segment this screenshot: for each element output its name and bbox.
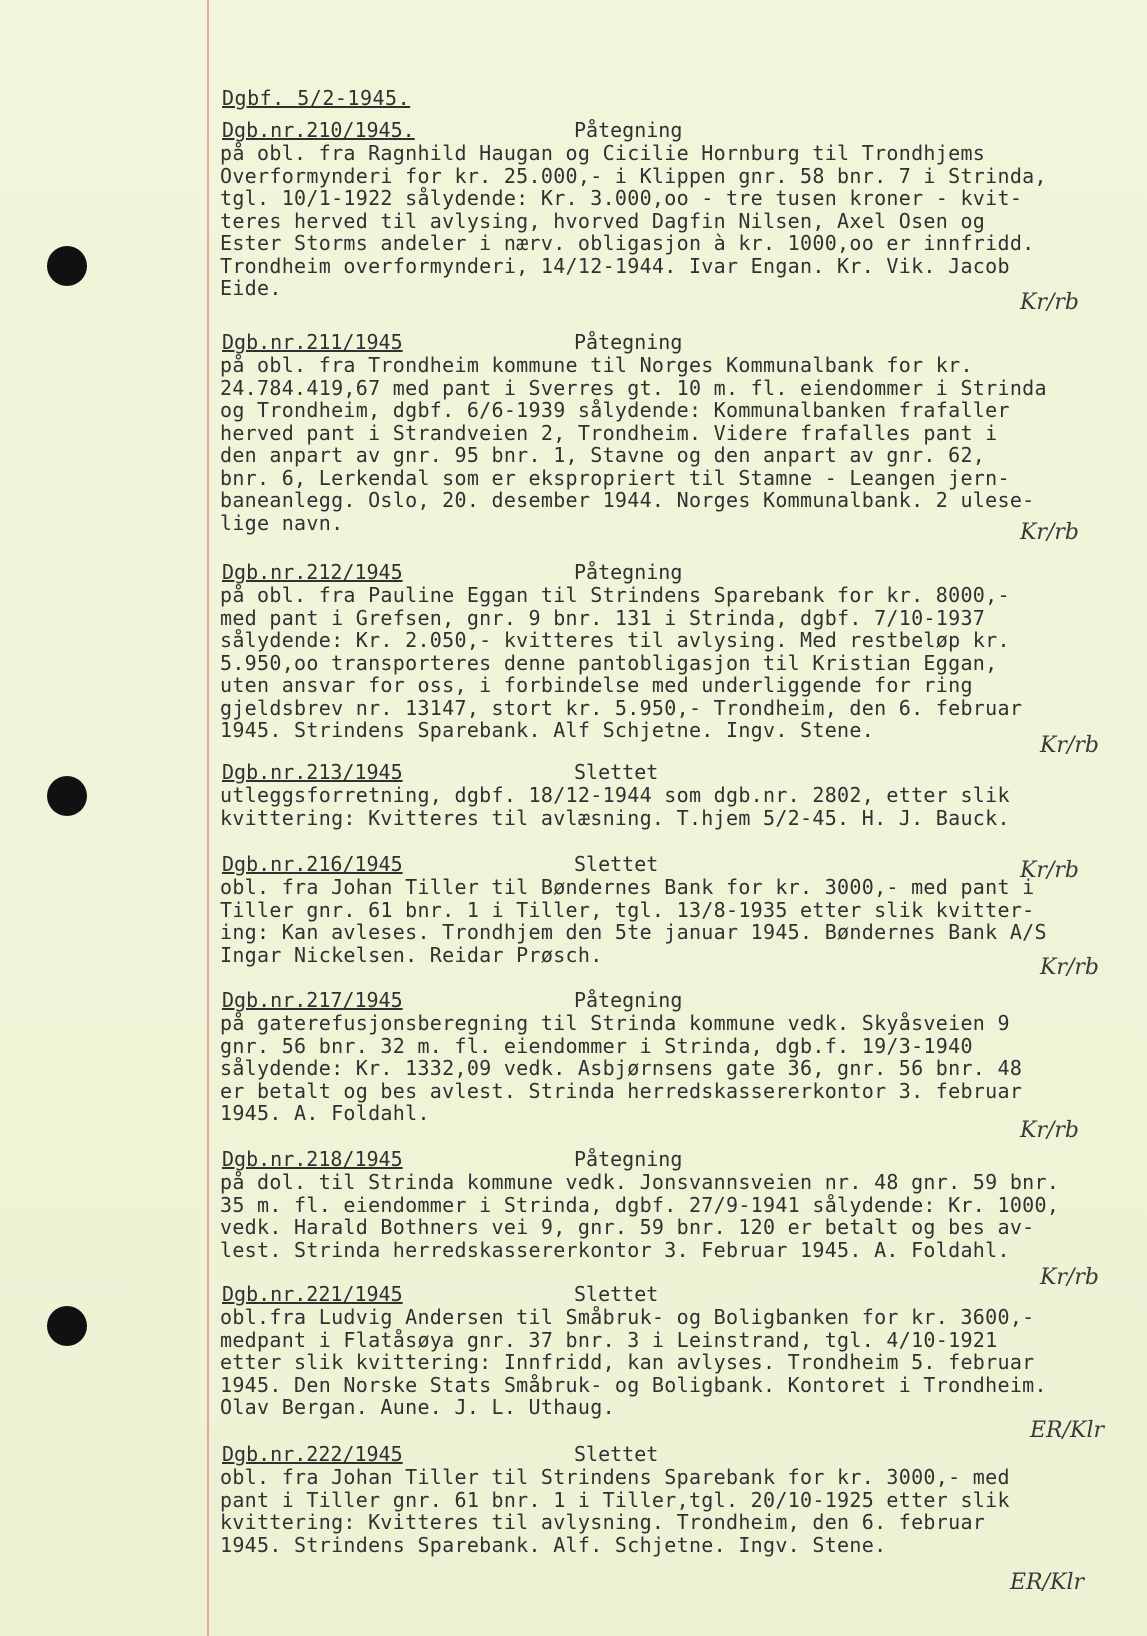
entry-line: baneanlegg. Oslo, 20. desember 1944. Norges Kommunalbank. 2 ulese- [220, 488, 1035, 512]
entry-line: 24.784.419,67 med pant i Sverres gt. 10 m. fl. eiendommer i Strinda [220, 375, 1047, 400]
entry-type: Påtegning [574, 988, 683, 1012]
entry-line: lige navn. [220, 510, 344, 535]
initials: Kr/rb [1020, 858, 1079, 883]
entry-line: er betalt og bes avlest. Strinda herredskassererkontor 3. februar [220, 1078, 1023, 1103]
entry [220, 118, 1130, 300]
initials: Kr/rb [1040, 733, 1099, 758]
initials: Kr/rb [1020, 290, 1079, 315]
entry-number: Dgb.nr.217/1945 [222, 988, 403, 1012]
entry-line: medpant i Flatåsøya gnr. 37 bnr. 3 i Leinstrand, tgl. 4/10-1921 [220, 1327, 998, 1352]
entry-line: pant i Tiller gnr. 61 bnr. 1 i Tiller,tgl. 20/10-1925 etter slik [220, 1487, 1010, 1512]
entry-line: kvittering: Kvitteres til avlæsning. T.hjem 5/2-45. H. J. Bauck. [220, 805, 1010, 830]
entry-line: obl.fra Ludvig Andersen til Småbruk- og Boligbanken for kr. 3600,- [220, 1305, 1035, 1329]
entry-line: gjeldsbrev nr. 13147, stort kr. 5.950,- Trondheim, den 6. februar [220, 695, 1023, 720]
entry-type: Påtegning [574, 560, 683, 584]
entry-type: Slettet [574, 760, 659, 784]
entry-type: Slettet [574, 852, 659, 876]
initials: Kr/rb [1040, 955, 1099, 980]
entry-line: lest. Strinda herredskassererkontor 3. Februar 1945. A. Foldahl. [220, 1237, 1010, 1262]
entry-line: 5.950,oo transporteres denne pantobligasjon til Kristian Eggan, [220, 650, 998, 675]
entry-line: gnr. 56 bnr. 32 m. fl. eiendommer i Strinda, dgb.f. 19/3-1940 [220, 1033, 973, 1058]
entry-line: Eide. [220, 276, 282, 300]
entry-type: Slettet [574, 1282, 659, 1306]
entry-line: Tiller gnr. 61 bnr. 1 i Tiller, tgl. 13/8-1935 etter slik kvitter- [220, 897, 1035, 922]
entry-line: på obl. fra Ragnhild Haugan og Cicilie Hornburg til Trondhjems [220, 141, 986, 165]
entry-line: 1945. Strindens Sparebank. Alf Schjetne. Ingv. Stene. [220, 718, 875, 742]
entry-type: Påtegning [574, 1147, 683, 1171]
entry-number: Dgb.nr.212/1945 [222, 560, 403, 584]
entry-line: teres herved til avlysing, hvorved Dagfin Nilsen, Axel Osen og [220, 208, 986, 233]
entry-line: Trondheim overformynderi, 14/12-1944. Ivar Engan. Kr. Vik. Jacob [220, 253, 1010, 278]
entry-line: sålydende: Kr. 2.050,- kvitteres til avlysing. Med restbeløp kr. [220, 628, 1010, 652]
entry [220, 1442, 1130, 1556]
entry-line: obl. fra Johan Tiller til Bøndernes Bank for kr. 3000,- med pant i [220, 875, 1035, 899]
entry-line: sålydende: Kr. 1332,09 vedk. Asbjørnsens gate 36, gnr. 56 bnr. 48 [220, 1056, 1023, 1080]
entry-line: tgl. 10/1-1922 sålydende: Kr. 3.000,oo - tre tusen kroner - kvit- [220, 186, 1023, 210]
entry-line: 35 m. fl. eiendommer i Strinda, dgbf. 27/9-1941 sålydende: Kr. 1000, [220, 1192, 1060, 1217]
punch-hole [47, 1306, 87, 1346]
initials: Kr/rb [1040, 1265, 1099, 1290]
entry-line: ing: Kan avleses. Trondhjem den 5te januar 1945. Bøndernes Bank A/S [220, 920, 1047, 944]
entry-line: kvittering: Kvitteres til avlysning. Trondheim, den 6. februar [220, 1510, 986, 1534]
entry [220, 1147, 1130, 1261]
entry-type: Påtegning [574, 118, 683, 142]
entry-number: Dgb.nr.216/1945 [222, 852, 403, 876]
entry-line: og Trondheim, dgbf. 6/6-1939 sålydende: Kommunalbanken frafaller [220, 398, 1010, 422]
entry-number: Dgb.nr.211/1945 [222, 330, 403, 354]
initials: ER/Klr [1030, 1418, 1105, 1443]
entry [220, 560, 1130, 742]
entry [220, 330, 1130, 534]
entry-line: vedk. Harald Bothners vei 9, gnr. 59 bnr. 120 er betalt og bes av- [220, 1215, 1035, 1239]
entry-number: Dgb.nr.213/1945 [222, 760, 403, 784]
entry-line: Olav Bergan. Aune. J. L. Uthaug. [220, 1395, 615, 1419]
entry-line: Ingar Nickelsen. Reidar Prøsch. [220, 942, 603, 967]
entry-line: obl. fra Johan Tiller til Strindens Sparebank for kr. 3000,- med [220, 1465, 1010, 1489]
entry-line: på dol. til Strinda kommune vedk. Jonsvannsveien nr. 48 gnr. 59 bnr. [220, 1170, 1060, 1194]
entry [220, 1282, 1130, 1419]
entry-number: Dgb.nr.218/1945 [222, 1147, 403, 1171]
punch-hole [47, 246, 87, 286]
entry-number: Dgb.nr.210/1945. [222, 118, 415, 142]
entry [220, 852, 1130, 966]
entry-line: uten ansvar for oss, i forbindelse med underliggende for ring [220, 673, 973, 697]
entry [220, 988, 1130, 1125]
entry-line: på obl. fra Pauline Eggan til Strindens Sparebank for kr. 8000,- [220, 583, 1010, 607]
entry-number: Dgb.nr.222/1945 [222, 1442, 403, 1466]
entry-line: 1945. A. Foldahl. [220, 1101, 430, 1125]
entry-line: herved pant i Strandveien 2, Trondheim. Videre frafalles pant i [220, 420, 998, 445]
entry-number: Dgb.nr.221/1945 [222, 1282, 403, 1306]
initials: ER/Klr [1010, 1570, 1085, 1595]
entry-line: etter slik kvittering: Innfridd, kan avlyses. Trondheim 5. februar [220, 1350, 1035, 1374]
entry-line: 1945. Den Norske Stats Småbruk- og Boligbank. Kontoret i Trondheim. [220, 1372, 1047, 1397]
date-header: Dgbf. 5/2-1945. [222, 86, 411, 110]
punch-hole [47, 776, 87, 816]
entry-line: på obl. fra Trondheim kommune til Norges Kommunalbank for kr. [220, 353, 973, 377]
entry-type: Påtegning [574, 330, 683, 354]
entry-line: på gaterefusjonsberegning til Strinda kommune vedk. Skyåsveien 9 [220, 1011, 1010, 1035]
entry-line: utleggsforretning, dgbf. 18/12-1944 som dgb.nr. 2802, etter slik [220, 783, 1010, 807]
margin-line [207, 0, 209, 1636]
entry-line: den anpart av gnr. 95 bnr. 1, Stavne og den anpart av gnr. 62, [220, 443, 986, 467]
entry-line: med pant i Grefsen, gnr. 9 bnr. 131 i Strinda, dgbf. 7/10-1937 [220, 605, 986, 630]
entry-line: 1945. Strindens Sparebank. Alf. Schjetne. Ingv. Stene. [220, 1532, 887, 1557]
entry-line: Ester Storms andeler i nærv. obligasjon à kr. 1000,oo er innfridd. [220, 231, 1035, 255]
entry-type: Slettet [574, 1442, 659, 1466]
entry [220, 760, 1130, 829]
entry-line: bnr. 6, Lerkendal som er ekspropriert til Stamne - Leangen jern- [220, 465, 1010, 490]
initials: Kr/rb [1020, 520, 1079, 545]
initials: Kr/rb [1020, 1118, 1079, 1143]
entry-line: Overformynderi for kr. 25.000,- i Klippen gnr. 58 bnr. 7 i Strinda, [220, 163, 1047, 188]
